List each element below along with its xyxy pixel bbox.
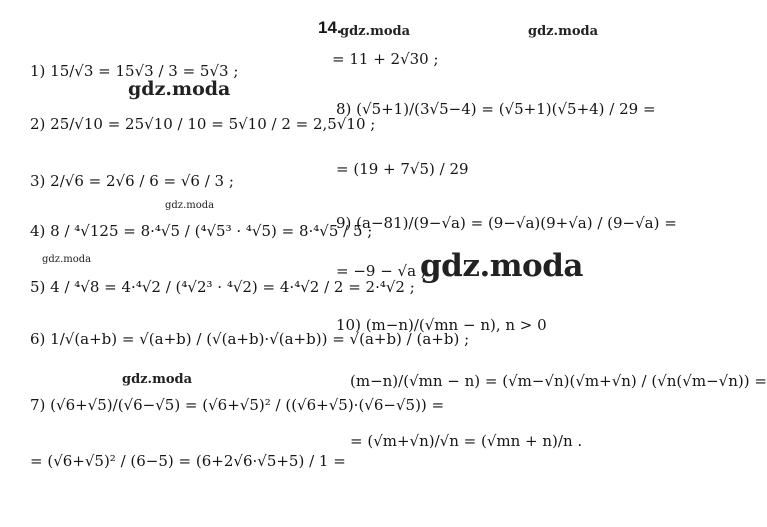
solution-9 [336,214,677,232]
solution-7-result-text: = 11 + 2√30 ; [332,50,439,68]
solution-10-step-text: (m−n)/(√mn − n) = (√m−√n)(√m+√n) / (√n(√m−√n)) = [350,372,767,390]
solution-7 [30,396,444,414]
watermark-line7: gdz.moda [122,372,193,387]
solution-8-result [336,160,469,178]
watermark-small-2: gdz.moda [42,254,92,265]
solution-3-text: 3) 2/√6 = 2√6 / 6 = √6 / 3 ; [30,172,234,190]
solution-8-result-text: = (19 + 7√5) / 29 [336,160,469,178]
watermark-top: gdz.moda [340,24,411,39]
solution-5-text: 5) 4 / ⁴√8 = 4·⁴√2 / (⁴√2³ · ⁴√2) = 4·⁴√2 / 2 = 2·⁴√2 ; [30,278,415,296]
solution-1 [30,62,238,80]
solution-9-text: 9) (a−81)/(9−√a) = (9−√a)(9+√a) / (9−√a) = [336,214,677,232]
solution-8 [336,100,656,118]
solution-1-text: 1) 15/√3 = 15√3 / 3 = 5√3 ; [30,62,239,80]
solution-7-result [332,50,439,68]
solution-10-result-text: = (√m+√n)/√n = (√mn + n)/n . [350,432,583,450]
solution-6-text: 6) 1/√(a+b) = √(a+b) / (√(a+b)·√(a+b)) = √(a+b) / (a+b) ; [30,330,470,348]
solution-9-result [336,262,426,280]
solution-7-continued [30,452,346,470]
solution-9-result-text: = −9 − √a ; [336,262,426,280]
solution-8-text: 8) (√5+1)/(3√5−4) = (√5+1)(√5+4) / 29 = [336,100,656,118]
solution-7b-text: = (√6+√5)² / (6−5) = (6+2√6·√5+5) / 1 = [30,452,346,470]
solution-10-step [350,372,767,390]
solution-10-text: 10) (m−n)/(√mn − n), n > 0 [336,316,547,334]
solution-2-text: 2) 25/√10 = 25√10 / 10 = 5√10 / 2 = 2,5√10 ; [30,115,376,133]
solution-10-result [350,432,582,450]
watermark-small-1: gdz.moda [165,200,215,211]
solution-10 [336,316,547,334]
solution-4 [30,222,372,240]
watermark-line1: gdz.moda [128,78,231,100]
watermark-corner: gdz.moda [528,24,599,39]
solution-2 [30,115,375,133]
solution-7-text: 7) (√6+√5)/(√6−√5) = (√6+√5)² / ((√6+√5)·(√6−√5)) = [30,396,445,414]
watermark-large: gdz.moda [420,248,583,284]
task-number: 14. [318,18,342,37]
solution-4-text: 4) 8 / ⁴√125 = 8·⁴√5 / (⁴√5³ · ⁴√5) = 8·⁴√5 / 5 ; [30,222,373,240]
solution-5 [30,278,415,296]
solution-3 [30,172,234,190]
